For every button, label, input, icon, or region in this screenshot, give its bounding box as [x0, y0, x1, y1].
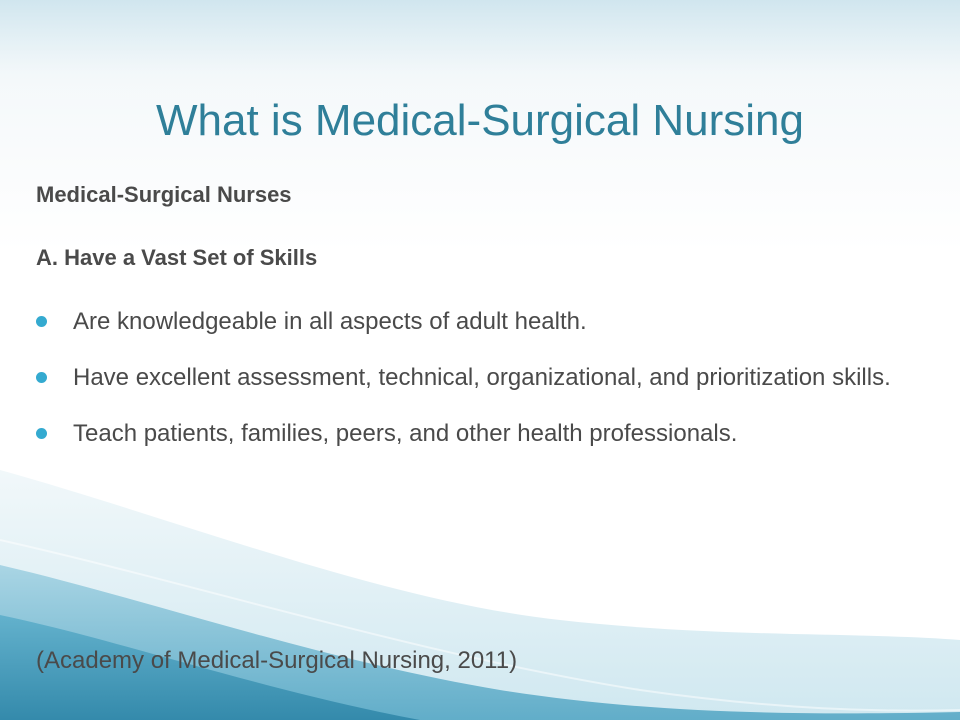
bullet-text: Are knowledgeable in all aspects of adult health. [73, 308, 587, 335]
bullet-item [36, 361, 906, 394]
bullet-dot-icon [36, 428, 47, 439]
bullet-dot-icon [36, 372, 47, 383]
bullet-dot-icon [36, 316, 47, 327]
bullet-item [36, 417, 906, 450]
subheading-nurses: Medical-Surgical Nurses [36, 182, 292, 207]
bullet-text: Have excellent assessment, technical, organizational, and prioritization skills. [73, 364, 891, 391]
subheading-skills: A. Have a Vast Set of Skills [36, 245, 318, 270]
bullet-list [36, 305, 906, 473]
slide-title: What is Medical-Surgical Nursing [156, 96, 804, 145]
bullet-item [36, 305, 906, 338]
bullet-text: Teach patients, families, peers, and other health professionals. [73, 420, 738, 447]
citation: (Academy of Medical-Surgical Nursing, 2011) [36, 647, 518, 674]
